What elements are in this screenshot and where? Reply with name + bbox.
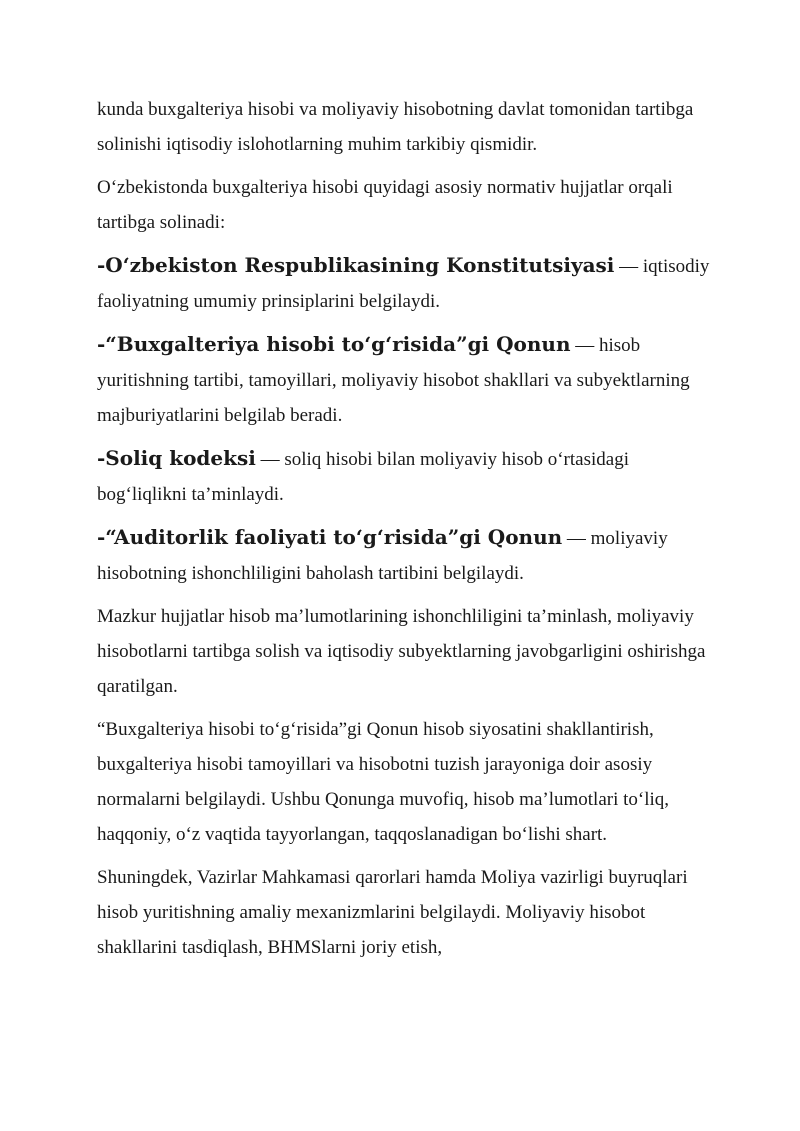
list-item-heading: -Soliq kodeksi [97, 446, 256, 470]
paragraph-cabinet-decisions: Shuningdek, Vazirlar Mahkamasi qarorlari hamda Moliya vazirligi buyruqlari hisob yuritishning amaliy mexanizmlarini belgilaydi. Moliyaviy hisobot shakllarini tasdiqlash, BHMSlarni joriy etish, [97, 867, 688, 958]
list-item-constitution [97, 248, 717, 319]
list-item-accounting-law [97, 327, 717, 433]
list-item-text: — iqtisodiy faoliyatning umumiy prinsiplarini belgilaydi. [97, 256, 710, 312]
list-item-text: — moliyaviy hisobotning ishonchliligini baholash tartibini belgilaydi. [97, 528, 668, 584]
list-item-text: — soliq hisobi bilan moliyaviy hisob o‘rtasidagi bog‘liqlikni ta’minlaydi. [97, 449, 629, 505]
list-item-audit-law [97, 520, 717, 591]
paragraph-normative-acts: O‘zbekistonda buxgalteriya hisobi quyidagi asosiy normativ hujjatlar orqali tartibga solinadi: [97, 177, 673, 233]
list-item-heading: -“Buxgalteriya hisobi to‘g‘risida”gi Qonun [97, 332, 571, 356]
list-item-heading: -“Auditorlik faoliyati to‘g‘risida”gi Qonun [97, 525, 563, 549]
list-item-heading: -O‘zbekiston Respublikasining Konstitutsiyasi [97, 253, 615, 277]
list-item-text: — hisob yuritishning tartibi, tamoyillari, moliyaviy hisobot shakllari va subyektlarning majburiyatlarini belgilab beradi. [97, 335, 690, 426]
paragraph-documents-purpose: Mazkur hujjatlar hisob ma’lumotlarining ishonchliligini ta’minlash, moliyaviy hisobotlarni tartibga solish va iqtisodiy subyektlarning javobgarligini oshirishga qaratilgan. [97, 606, 706, 697]
paragraph-accounting-law-details: “Buxgalteriya hisobi to‘g‘risida”gi Qonun hisob siyosatini shakllantirish, buxgalteriya hisobi tamoyillari va hisobotni tuzish jarayoniga doir asosiy normalarni belgilaydi. Ushbu Qonunga muvofiq, hisob ma’lumotlari to‘liq, haqqoniy, o‘z vaqtida tayyorlangan, taqqoslanadigan bo‘lishi shart. [97, 719, 670, 845]
paragraph-intro: kunda buxgalteriya hisobi va moliyaviy hisobotning davlat tomonidan tartibga solinishi iqtisodiy islohotlarning muhim tarkibiy qismidir. [97, 99, 694, 155]
list-item-tax-code [97, 441, 717, 512]
document-body [97, 92, 717, 973]
